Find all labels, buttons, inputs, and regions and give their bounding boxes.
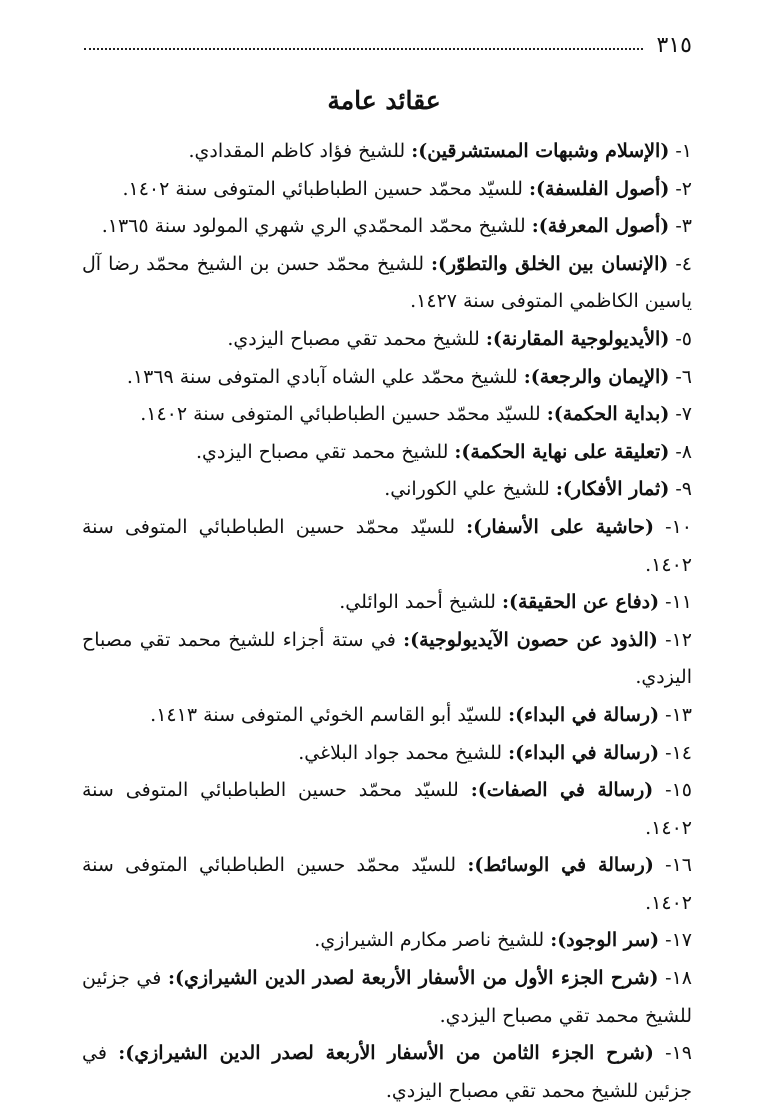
entry-title: (ثمار الأفكار): <box>555 478 670 501</box>
entry-title: (أصول المعرفة): <box>531 215 670 238</box>
list-item <box>82 509 692 584</box>
list-item <box>82 208 692 246</box>
entry-author: للشيخ فؤاد كاظم المقدادي. <box>188 140 412 162</box>
entry-number: ٩- <box>669 478 692 501</box>
entry-author: للسيّد محمّد حسين الطباطبائي المتوفى سنة ١٤٠٢. <box>82 515 692 576</box>
list-item <box>82 922 692 960</box>
entry-number: ١- <box>669 140 692 162</box>
entry-number: ٢- <box>669 177 692 200</box>
list-item <box>82 1035 692 1110</box>
list-item <box>82 847 692 922</box>
entry-number: ٧- <box>669 403 692 426</box>
entry-author: للشيخ محمد تقي مصباح اليزدي. <box>227 327 486 350</box>
entry-title: (الإيمان والرجعة): <box>523 365 670 388</box>
entry-number: ١٤- <box>659 741 692 764</box>
entry-number: ٨- <box>669 440 692 463</box>
entry-number: ٤- <box>668 252 692 275</box>
list-item <box>82 584 692 622</box>
entry-author: في جزئين للشيخ محمد تقي مصباح اليزدي. <box>82 967 692 1027</box>
entry-author: للشيخ علي الكوراني. <box>384 478 556 501</box>
entry-author: للشيخ أحمد الوائلي. <box>339 591 502 614</box>
entry-title: (بداية الحكمة): <box>546 403 670 426</box>
entry-number: ٥- <box>669 327 692 350</box>
entry-title: (رسالة في الوسائط): <box>467 854 654 877</box>
entry-author: للشيخ محمّد حسن بن الشيخ محمّد رضا آل ياسين الكاظمي المتوفى سنة ١٤٢٧. <box>82 252 692 313</box>
list-item <box>82 133 692 171</box>
page-number: ٣١٥ <box>656 32 692 58</box>
list-item <box>82 359 692 397</box>
entry-number: ١٨- <box>658 967 693 990</box>
entry-author: في جزئين للشيخ محمد تقي مصباح اليزدي. <box>82 1042 692 1102</box>
entry-author: للسيّد أبو القاسم الخوئي المتوفى سنة ١٤١٣. <box>150 703 509 726</box>
list-item <box>82 960 692 1035</box>
entry-number: ١٧- <box>659 929 692 952</box>
entry-author: للشيخ محمّد المحمّدي الري شهري المولود سنة ١٣٦٥. <box>101 215 532 238</box>
entry-author: للشيخ محمّد علي الشاه آبادي المتوفى سنة ١٣٦٩. <box>126 365 524 388</box>
entry-author: للشيخ محمد تقي مصباح اليزدي. <box>195 440 455 463</box>
list-item <box>82 321 692 359</box>
entry-title: (رسالة في الصفات): <box>470 779 654 802</box>
entry-title: (شرح الجزء الأول من الأسفار الأربعة لصدر الدين الشيرازي): <box>168 967 659 990</box>
entry-number: ٣- <box>669 215 692 238</box>
list-item <box>82 396 692 434</box>
entry-author: للسيّد محمّد حسين الطباطبائي المتوفى سنة ١٤٠٢. <box>82 779 692 839</box>
entry-title: (شرح الجزء الثامن من الأسفار الأربعة لصدر الدين الشيرازي): <box>118 1042 654 1065</box>
entry-number: ١٩- <box>653 1042 692 1065</box>
list-item <box>82 246 692 321</box>
entry-number: ١٦- <box>653 854 692 877</box>
entry-author: للسيّد محمّد حسين الطباطبائي المتوفى سنة ١٤٠٢. <box>122 177 529 200</box>
entry-number: ١٠- <box>654 515 693 538</box>
bibliography-list <box>82 133 692 1110</box>
entry-title: (سر الوجود): <box>550 929 660 952</box>
entry-author: للسيّد محمّد حسين الطباطبائي المتوفى سنة ١٤٠٢. <box>140 403 547 426</box>
list-item <box>82 772 692 847</box>
list-item <box>82 735 692 773</box>
entry-number: ٦- <box>669 365 692 388</box>
entry-title: (تعليقة على نهاية الحكمة): <box>454 440 670 463</box>
entry-title: (رسالة في البداء): <box>508 703 660 726</box>
list-item <box>82 471 692 509</box>
entry-number: ١١- <box>659 591 692 614</box>
entry-title: (أصول الفلسفة): <box>528 177 670 200</box>
section-title: عقائد عامة <box>327 86 441 115</box>
list-item <box>82 171 692 209</box>
entry-title: (الإسلام وشبهات المستشرقين): <box>411 140 670 162</box>
entry-number: ١٥- <box>653 779 692 802</box>
entry-title: (الذود عن حصون الآيديولوجية): <box>403 628 658 651</box>
list-item <box>82 434 692 472</box>
entry-title: (دفاع عن الحقيقة): <box>501 591 660 614</box>
entry-author: في ستة أجزاء للشيخ محمد تقي مصباح اليزدي. <box>82 628 692 689</box>
entry-number: ١٢- <box>657 628 693 651</box>
entry-author: للشيخ محمد جواد البلاغي. <box>298 741 509 764</box>
entry-number: ١٣- <box>659 703 692 726</box>
entry-title: (الإنسان بين الخلق والتطوّر): <box>431 252 669 275</box>
entry-author: للشيخ ناصر مكارم الشيرازي. <box>314 929 551 952</box>
entry-author: للسيّد محمّد حسين الطباطبائي المتوفى سنة ١٤٠٢. <box>82 854 692 914</box>
list-item <box>82 622 692 697</box>
entry-title: (الأيديولوجية المقارنة): <box>485 327 670 350</box>
entry-title: (حاشية على الأسفار): <box>466 515 655 538</box>
page-header <box>84 30 692 60</box>
entry-title: (رسالة في البداء): <box>508 741 660 764</box>
dotted-leader <box>84 40 643 50</box>
list-item <box>82 697 692 735</box>
